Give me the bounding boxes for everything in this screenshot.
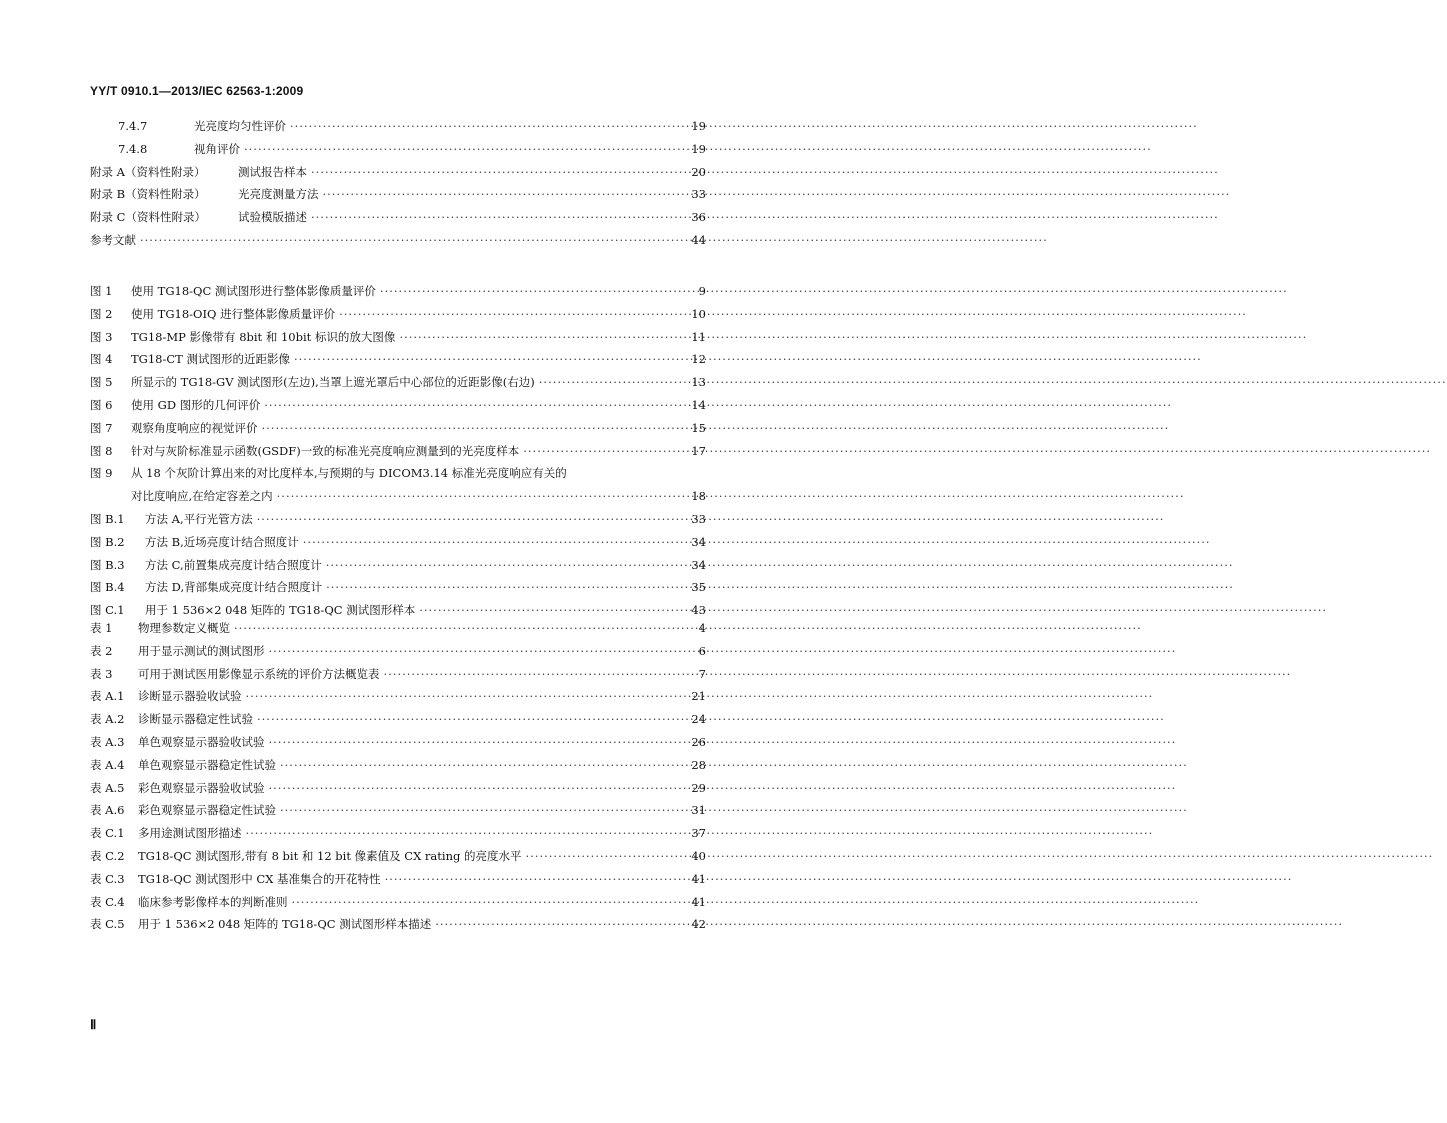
toc-entry[interactable]: [90, 326, 706, 349]
page-number: Ⅱ: [90, 1017, 97, 1032]
entry-label: 表 C.5: [90, 917, 125, 932]
toc-entry[interactable]: [90, 280, 706, 303]
dot-leader: [326, 576, 687, 599]
dot-leader: [526, 845, 688, 868]
entry-page-number: 31: [691, 803, 706, 818]
entry-title: TG18-QC 测试图形,带有 8 bit 和 12 bit 像素值及 CX rating 的亮度水平: [138, 848, 522, 863]
toc-entry[interactable]: [90, 303, 706, 326]
dot-leader: [234, 617, 688, 640]
entry-title: 单色观察显示器验收试验: [138, 734, 265, 749]
entry-page-number: 9: [698, 284, 706, 298]
entry-title: 光亮度测量方法: [238, 187, 319, 202]
entry-title: 所显示的 TG18-GV 测试图形(左边),当罩上遮光罩后中心部位的近距影像(右边): [131, 375, 535, 390]
entry-page-number: 15: [691, 420, 706, 435]
entry-label: 图 4: [90, 352, 113, 367]
entry-title: 用于 1 536×2 048 矩阵的 TG18-QC 测试图形样本: [145, 603, 416, 618]
toc-entry[interactable]: [90, 640, 706, 663]
toc-entry[interactable]: [90, 685, 706, 708]
entry-label: 表 A.1: [90, 689, 125, 704]
dot-leader: [385, 868, 688, 891]
dot-leader: [339, 303, 687, 326]
dot-leader: [140, 229, 687, 252]
entry-title: 物理参数定义概览: [138, 621, 230, 635]
entry-title: 针对与灰阶标准显示函数(GSDF)一致的标准光亮度响应测量到的光亮度样本: [131, 443, 520, 458]
toc-entry[interactable]: [90, 229, 706, 252]
entry-label: 图 B.4: [90, 580, 125, 595]
entry-label: 图 6: [90, 397, 113, 412]
entry-label: 附录 A（资料性附录）: [90, 164, 206, 179]
entry-page-number: 33: [691, 187, 706, 202]
entry-title: 单色观察显示器稳定性试验: [138, 757, 276, 772]
entry-page-number: 33: [691, 511, 706, 526]
entry-title: 多用途测试图形描述: [138, 826, 242, 841]
entry-label: 图 2: [90, 306, 113, 321]
entry-page-number: 37: [691, 826, 706, 841]
toc-entry[interactable]: [90, 576, 706, 599]
dot-leader: [280, 754, 687, 777]
entry-title: 临床参考影像样本的判断准则: [138, 894, 288, 909]
entry-label: 附录 B（资料性附录）: [90, 187, 206, 202]
dot-leader: [257, 708, 687, 731]
entry-title: 光亮度均匀性评价: [194, 119, 286, 133]
toc-entry-continuation[interactable]: [90, 485, 706, 508]
entry-page-number: 13: [691, 375, 706, 390]
toc-entry[interactable]: [90, 554, 706, 577]
toc-entry[interactable]: [90, 417, 706, 440]
dot-leader: [399, 326, 687, 349]
entry-title: 彩色观察显示器稳定性试验: [138, 803, 276, 818]
entry-page-number: 19: [691, 119, 706, 133]
toc-entry[interactable]: [90, 115, 706, 138]
dot-leader: [264, 394, 687, 417]
entry-page-number: 43: [691, 603, 706, 618]
entry-title: 使用 GD 图形的几何评价: [131, 397, 261, 412]
entry-label: 表 C.2: [90, 848, 125, 863]
toc-entry[interactable]: [90, 531, 706, 554]
entry-page-number: 29: [691, 780, 706, 795]
entry-label: 表 C.1: [90, 826, 125, 841]
contents-list: [90, 115, 706, 252]
entry-page-number: 24: [691, 712, 706, 727]
entry-title: 诊断显示器稳定性试验: [138, 712, 253, 727]
toc-entry[interactable]: [90, 777, 706, 800]
entry-title: 使用 TG18-QC 测试图形进行整体影像质量评价: [131, 284, 376, 298]
entry-page-number: 11: [691, 329, 706, 344]
entry-title: 测试报告样本: [238, 164, 307, 179]
toc-entry[interactable]: [90, 183, 706, 206]
dot-leader: [280, 799, 687, 822]
toc-entry[interactable]: [90, 440, 706, 463]
dot-leader: [294, 348, 687, 371]
toc-entry[interactable]: [90, 462, 706, 485]
dot-leader: [539, 371, 688, 394]
entry-page-number: 44: [691, 232, 706, 247]
entry-page-number: 21: [691, 689, 706, 704]
entry-title: 方法 B,近场亮度计结合照度计: [145, 534, 299, 549]
entry-label: 表 A.6: [90, 803, 125, 818]
entry-title: 彩色观察显示器验收试验: [138, 780, 265, 795]
dot-leader: [269, 777, 688, 800]
toc-entry[interactable]: [90, 754, 706, 777]
dot-leader: [246, 822, 688, 845]
entry-page-number: 26: [691, 734, 706, 749]
dot-leader: [246, 685, 688, 708]
entry-page-number: 40: [691, 848, 706, 863]
entry-page-number: 41: [691, 871, 706, 886]
dot-leader: [523, 440, 687, 463]
toc-entry[interactable]: [90, 138, 706, 161]
document-header: YY/T 0910.1—2013/IEC 62563-1:2009: [90, 84, 304, 98]
dot-leader: [311, 206, 687, 229]
entry-title: 观察角度响应的视觉评价: [131, 420, 258, 435]
toc-entry[interactable]: [90, 508, 706, 531]
entry-page-number: 7: [698, 666, 706, 681]
entry-label: 图 7: [90, 420, 113, 435]
toc-entry[interactable]: [90, 348, 706, 371]
entry-label: 图 9: [90, 466, 113, 481]
entry-label: 图 B.3: [90, 557, 125, 572]
entry-page-number: 19: [691, 141, 706, 156]
toc-entry[interactable]: [90, 891, 706, 914]
entry-title: 方法 C,前置集成亮度计结合照度计: [145, 557, 322, 572]
entry-title: 从 18 个灰阶计算出来的对比度样本,与预期的与 DICOM3.14 标准光亮度响应有关的: [131, 466, 567, 481]
entry-label: 图 5: [90, 375, 113, 390]
toc-entry[interactable]: [90, 617, 706, 640]
entry-label: 表 C.4: [90, 894, 125, 909]
entry-label: 表 3: [90, 666, 113, 681]
dot-leader: [257, 508, 688, 531]
dot-leader: [244, 138, 687, 161]
dot-leader: [262, 417, 688, 440]
toc-entry[interactable]: [90, 845, 706, 868]
entry-label: 7.4.8: [118, 141, 148, 156]
entry-page-number: 18: [691, 489, 706, 504]
entry-label: 表 A.4: [90, 757, 125, 772]
entry-label: 图 8: [90, 443, 113, 458]
entry-label: 图 3: [90, 329, 113, 344]
entry-title: 可用于测试医用影像显示系统的评价方法概览表: [138, 666, 380, 681]
entry-title: 方法 A,平行光管方法: [145, 511, 253, 526]
toc-entry[interactable]: [90, 394, 706, 417]
entry-title: TG18-QC 测试图形中 CX 基准集合的开花特性: [138, 871, 381, 886]
entry-label: 附录 C（资料性附录）: [90, 210, 206, 225]
entry-title: 诊断显示器验收试验: [138, 689, 242, 704]
toc-entry[interactable]: [90, 822, 706, 845]
entry-label: 图 C.1: [90, 603, 125, 618]
dot-leader: [292, 891, 688, 914]
dot-leader: [277, 485, 688, 508]
toc-entry[interactable]: [90, 663, 706, 686]
entry-label: 表 A.3: [90, 734, 125, 749]
dot-leader: [269, 640, 689, 663]
entry-page-number: 42: [691, 917, 706, 932]
dot-leader: [435, 913, 687, 936]
entry-page-number: 36: [691, 210, 706, 225]
entry-title-continued: 对比度响应,在给定容差之内: [131, 489, 273, 504]
entry-page-number: 4: [698, 621, 706, 635]
entry-page-number: 34: [691, 557, 706, 572]
entry-label: 图 B.2: [90, 534, 125, 549]
toc-entry[interactable]: [90, 161, 706, 184]
dot-leader: [290, 115, 687, 138]
toc-entry[interactable]: [90, 371, 706, 394]
entry-title: 用于 1 536×2 048 矩阵的 TG18-QC 测试图形样本描述: [138, 917, 432, 932]
entry-page-number: 14: [691, 397, 706, 412]
dot-leader: [380, 280, 688, 303]
entry-title: TG18-CT 测试图形的近距影像: [131, 352, 290, 367]
toc-entry[interactable]: [90, 913, 706, 936]
entry-label: 参考文献: [90, 232, 136, 247]
entry-page-number: 10: [691, 306, 706, 321]
entry-title: 用于显示测试的测试图形: [138, 643, 265, 658]
entry-title: 使用 TG18-OIQ 进行整体影像质量评价: [131, 306, 336, 321]
entry-page-number: 28: [691, 757, 706, 772]
toc-entry[interactable]: [90, 206, 706, 229]
entry-page-number: 34: [691, 534, 706, 549]
figures-list: [90, 280, 706, 622]
entry-page-number: 20: [691, 164, 706, 179]
entry-label: 图 B.1: [90, 511, 125, 526]
entry-label: 表 1: [90, 621, 113, 635]
entry-label: 图 1: [90, 284, 113, 298]
entry-title: 视角评价: [194, 141, 240, 156]
dot-leader: [311, 161, 687, 184]
dot-leader: [384, 663, 689, 686]
entry-page-number: 17: [691, 443, 706, 458]
toc-entry[interactable]: [90, 708, 706, 731]
toc-entry[interactable]: [90, 731, 706, 754]
entry-title: 方法 D,背部集成亮度计结合照度计: [145, 580, 323, 595]
entry-page-number: 12: [691, 352, 706, 367]
entry-page-number: 6: [698, 643, 706, 658]
entry-label: 表 A.2: [90, 712, 125, 727]
entry-title: TG18-MP 影像带有 8bit 和 10bit 标识的放大图像: [131, 329, 396, 344]
dot-leader: [323, 183, 688, 206]
toc-entry[interactable]: [90, 799, 706, 822]
entry-title: 试验模版描述: [238, 210, 307, 225]
entry-page-number: 41: [691, 894, 706, 909]
dot-leader: [326, 554, 688, 577]
entry-label: 表 A.5: [90, 780, 125, 795]
entry-label: 表 C.3: [90, 871, 125, 886]
entry-page-number: 35: [691, 580, 706, 595]
toc-entry[interactable]: [90, 868, 706, 891]
entry-label: 表 2: [90, 643, 113, 658]
dot-leader: [303, 531, 688, 554]
entry-label: 7.4.7: [118, 119, 148, 133]
tables-list: [90, 617, 706, 936]
dot-leader: [269, 731, 688, 754]
